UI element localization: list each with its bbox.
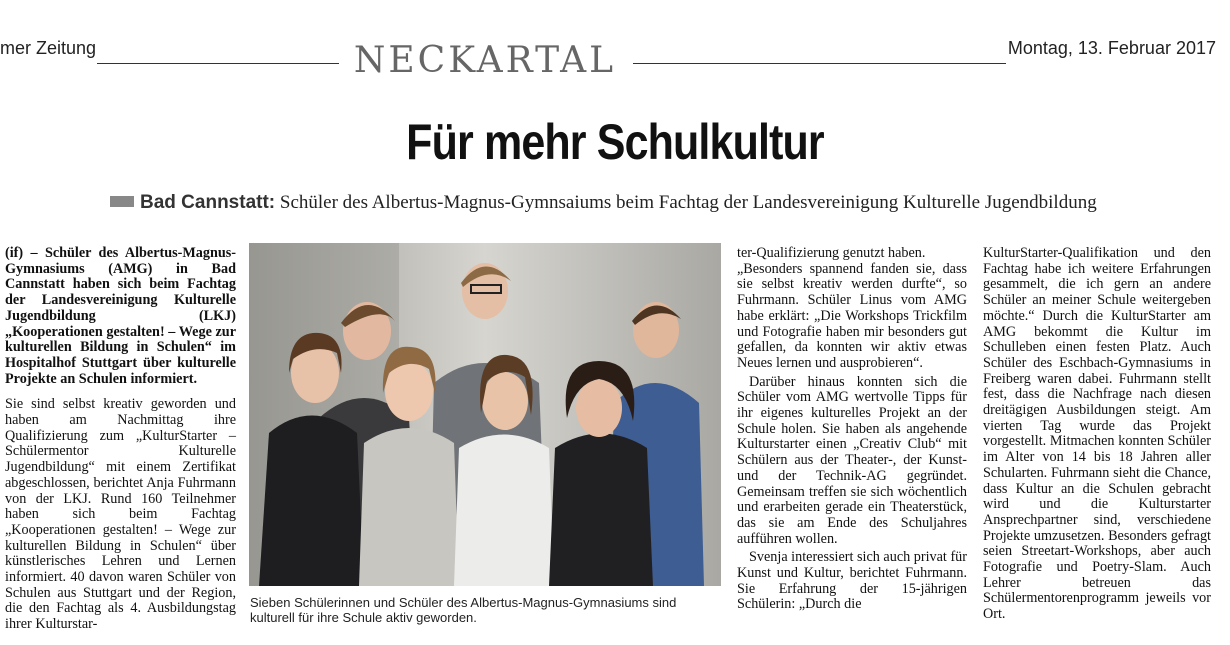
article-paragraph: Darüber hinaus konnten sich die Schüler vom AMG wertvolle Tipps für ihr eigenes kulturelles Projekt an der Schule holen. Sie haben als angehende Kulturstarter einen „Creativ Club“ mit Schülern aus der Theater-, der Kunst- und der Technik-AG gegründet. Gemeinsam treffen sie sich wöchentlich und erarbeiten gerade ein Theaterstück, das sie am Ende des Schuljahres aufführen wollen. [737,373,967,547]
article-lead: (if) – Schüler des Albertus-Magnus-Gymnasiums (AMG) in Bad Cannstatt haben sich beim Fachtag der Landesvereinigung Kulturelle Jugendbildung (LKJ) „Kooperationen gestalten! – Wege zur kulturellen Bildung in Schulen“ im Hospitalhof Stuttgart über kulturelle Projekte an Schulen informiert. [5,245,236,387]
photo-illustration [249,243,721,586]
photo-caption: Sieben Schülerinnen und Schüler des Albertus-Magnus-Gymnasiums sind kulturell für ihre Schule aktiv geworden. [250,595,677,625]
subheadline-text: Schüler des Albertus-Magnus-Gymnsaiums beim Fachtag der Landesvereinigung Kulturelle Jugendbildung [279,192,1097,213]
article-paragraph: ter-Qualifizierung genutzt haben. [737,245,926,261]
header-rule-left [97,63,339,64]
article-paragraph: Svenja interessiert sich auch privat für Kunst und Kultur, berichtet Fuhrmann. Sie Erfahrung der 15-jährigen Schülerin: „Durch die [737,549,967,613]
subheadline-marker [110,196,134,207]
header-rule-right [633,63,1006,64]
section-title: NECKARTAL [353,40,617,81]
headline: Für mehr Schulkultur [406,114,824,170]
group-photo [249,243,721,586]
issue-date: Montag, 13. Februar 2017 [1007,38,1216,58]
newspaper-name: mer Zeitung [0,38,97,58]
article-column-4 [983,246,1211,623]
article-column-3 [737,246,967,613]
article-paragraph: KulturStarter-Qualifikation und den Fachtag habe ich weitere Erfahrungen gesammelt, die ich gern an andere Schüler an meiner Schule weitergeben möchte.“ Durch die KulturStarter am AMG bekommt die Kultur im Schulleben einen festen Platz. Auch Schüler des Eschbach-Gymnasiums in Freiberg waren dabei. Fuhrmann stellt fest, dass die Nachfrage nach diesen dreitägigen Ausbildungen steigt. Am vierten Tag wurde das Projekt vorgestellt. Mitmachen konnten Schüler im Alter von 14 bis 18 Jahren aller Schularten. Fuhrmann sieht die Chance, dass Kultur an die Schulen gebracht wird und die Kulturstarter Ansprechpartner sind, verschiedene Projekte umzusetzen. Besonders gefragt seien Streetart-Workshops, aber auch Fotografie und Poetry-Slam. Auch Lehrer betreuen das Schülermentorenprogramm jeweils vor Ort. [983,245,1211,623]
article-column-1 [5,246,236,633]
article-paragraph: „Besonders spannend fanden sie, dass sie selbst kreativ werden durfte“, so Fuhrmann. Schüler Linus vom AMG habe erklärt: „Die Workshops Trickfilm und Fotografie haben mir besonders gut gefallen, da konnten wir aktiv etwas Neues lernen und ausprobieren“. [737,260,967,371]
dateline-location: Bad Cannstatt: [140,192,276,213]
article-paragraph: Sie sind selbst kreativ geworden und haben am Nachmittag ihre Qualifizierung zum „KulturStarter – Schülermentor Kulturelle Jugendbildung“ mit einem Zertifikat abgeschlossen, berichtet Anja Fuhrmann von der LKJ. Rund 160 Teilnehmer haben sich beim Fachtag „Kooperationen gestalten! – Wege zur kulturellen Bildung in Schulen“ über künstlerisches Lehren und Lernen informiert. 40 davon waren Schüler von Schulen aus Stuttgart und der Region, die den Fachtag als 4. Ausbildungstag ihrer Kulturstar- [5,396,236,633]
subheadline [110,192,1097,214]
